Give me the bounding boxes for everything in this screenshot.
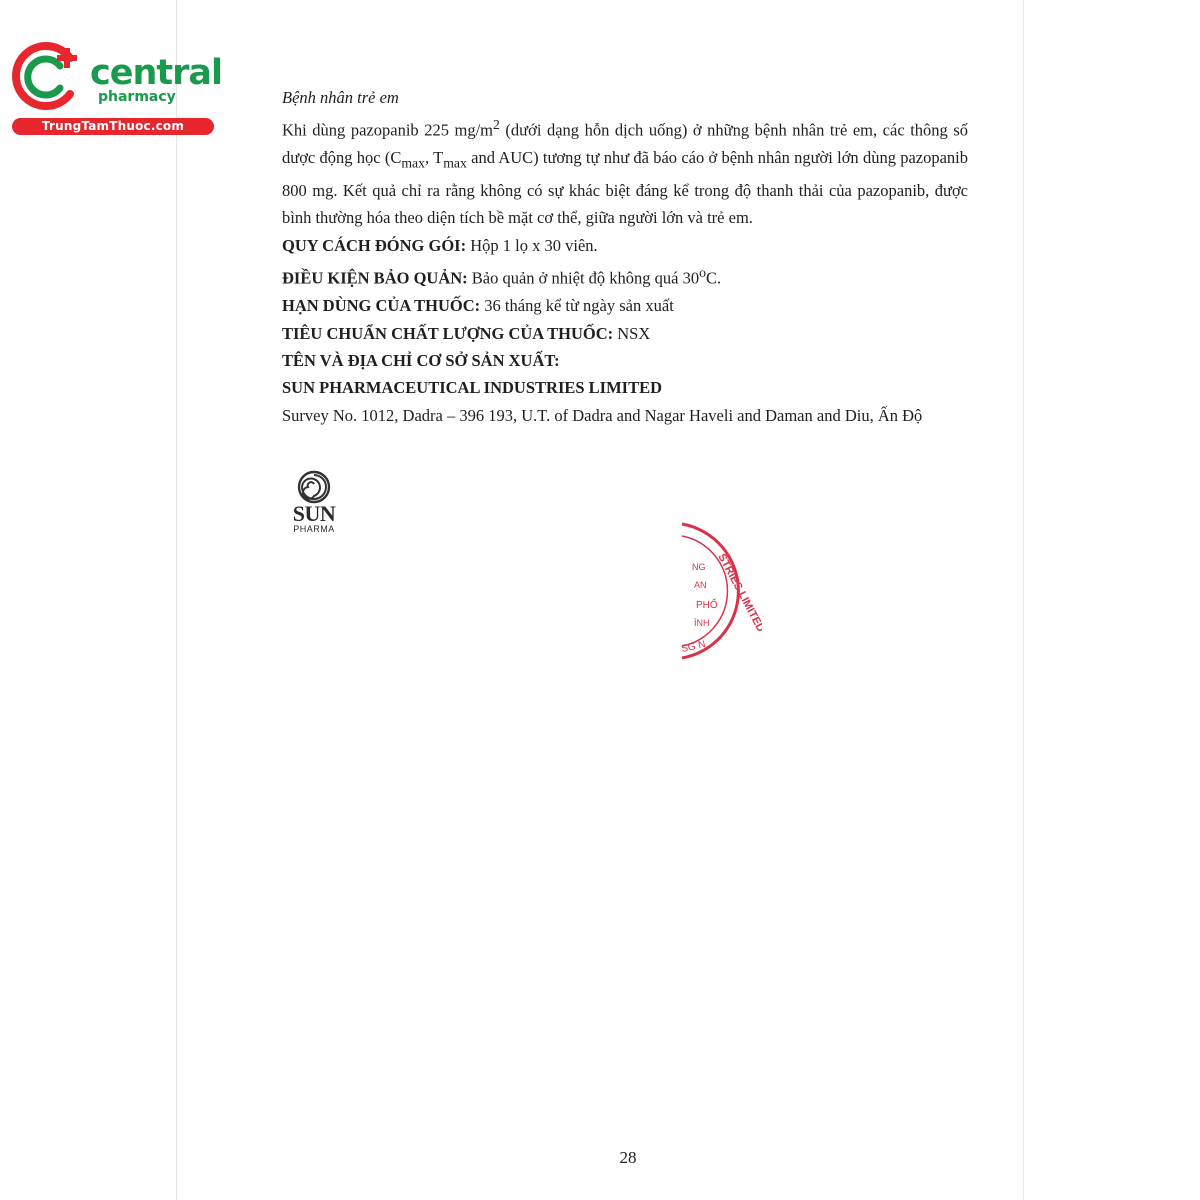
superscript: 2: [493, 117, 500, 133]
manufacturer-name-line: [282, 374, 968, 401]
svg-text:NG: NG: [692, 562, 706, 572]
quality-standard-label: TIÊU CHUẨN CHẤT LƯỢNG CỦA THUỐC:: [282, 323, 614, 343]
storage-line: [282, 259, 968, 292]
manufacturer-name: SUN PHARMACEUTICAL INDUSTRIES LIMITED: [282, 378, 663, 398]
central-pharmacy-logo-icon: [8, 36, 90, 116]
svg-text:ẠN: ẠN: [694, 580, 707, 590]
document-body: [282, 84, 968, 429]
shelf-life-line: [282, 292, 968, 319]
svg-text:SG N: SG N: [680, 639, 707, 655]
paragraph-text: and AUC) tương tự như đã báo cáo ở bệnh nhân người lớn dùng pazopanib 800 mg. Kết quả chỉ ra rằng không có sự khác biệt đáng kể trong độ thanh thải của pazopanib, được bình thường hóa theo diện tích bề mặt cơ thể, giữa người lớn và trẻ em.: [282, 148, 969, 228]
quality-standard-line: [282, 320, 968, 347]
storage-unit: C.: [705, 268, 722, 288]
page-number: 28: [619, 1148, 637, 1167]
svg-text:ÌNH: ÌNH: [694, 618, 710, 628]
subscript: max: [401, 155, 426, 171]
seal-graphic: [672, 516, 762, 666]
brand-name: central: [90, 53, 223, 93]
paragraph-text: Khi dùng pazopanib 225 mg/m: [282, 120, 493, 140]
sun-pharma-logo: [282, 470, 346, 542]
degree-sup: o: [699, 265, 706, 281]
website-banner: TrungTamThuoc.com: [12, 118, 214, 135]
packaging-label: QUY CÁCH ĐÓNG GÓI:: [282, 235, 467, 255]
logo-pharma-text: PHARMA: [293, 524, 335, 534]
logo-sun-text: SUN: [292, 501, 336, 526]
packaging-value: Hộp 1 lọ x 30 viên.: [466, 235, 598, 255]
manufacturer-address: Survey No. 1012, Dadra – 396 193, U.T. of Dadra and Nagar Haveli and Daman and Diu, Ấn Độ: [282, 405, 923, 425]
pediatric-subheading: Bệnh nhân trẻ em: [282, 88, 399, 107]
packaging-line: [282, 232, 968, 259]
svg-text:STRIES LIMITED: STRIES LIMITED: [715, 551, 762, 635]
quality-standard-value: NSX: [613, 323, 651, 343]
shelf-life-label: HẠN DÙNG CỦA THUỐC:: [282, 296, 481, 316]
pediatric-paragraph: [282, 111, 968, 231]
storage-label: ĐIỀU KIỆN BẢO QUẢN:: [282, 268, 468, 288]
paragraph-text: (dưới dạng hỗn dịch uống) ở những bệnh nhân trẻ em, các thông số dược động học (C: [282, 120, 968, 168]
svg-text:PHỐ: PHỐ: [696, 600, 718, 611]
storage-value: Bảo quản ở nhiệt độ không quá 30: [467, 268, 700, 288]
subscript: max: [443, 155, 467, 171]
sun-spiral-icon: [294, 470, 334, 504]
manufacturer-heading: TÊN VÀ ĐỊA CHỈ CƠ SỞ SẢN XUẤT:: [282, 350, 560, 370]
shelf-life-value: 36 tháng kể từ ngày sản xuất: [480, 296, 674, 316]
manufacturer-heading-line: [282, 347, 968, 374]
brand-subtitle: pharmacy: [98, 89, 176, 105]
pharmacy-watermark: [8, 36, 223, 136]
paragraph-text: , T: [425, 148, 444, 168]
company-seal-stamp: [672, 516, 762, 666]
